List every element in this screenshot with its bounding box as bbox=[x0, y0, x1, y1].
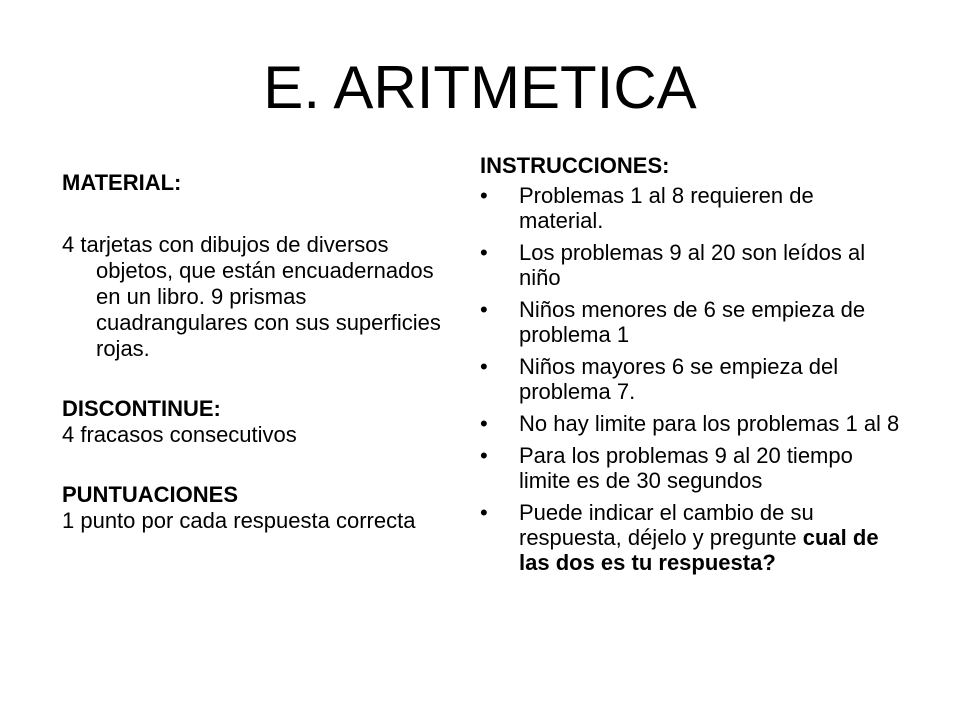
bullet-icon: • bbox=[480, 500, 488, 525]
material-heading: MATERIAL: bbox=[62, 170, 182, 195]
bullet-icon: • bbox=[480, 443, 488, 468]
bullet-icon: • bbox=[480, 411, 488, 436]
material-text: 4 tarjetas con dibujos de diversos objetos, que están encuadernados en un libro. 9 prismas cuadrangulares con sus superficies rojas. bbox=[62, 232, 441, 361]
bullet-icon: • bbox=[480, 354, 488, 379]
list-item-text-bold: cual de las dos es tu respuesta? bbox=[519, 525, 879, 575]
list-item bbox=[480, 240, 900, 290]
list-item-text bbox=[519, 500, 879, 575]
list-item bbox=[480, 297, 900, 347]
instrucciones-list bbox=[480, 183, 900, 575]
list-item-text: Para los problemas 9 al 20 tiempo limite es de 30 segundos bbox=[519, 443, 853, 493]
list-item bbox=[480, 443, 900, 493]
puntuaciones-text: 1 punto por cada respuesta correcta bbox=[62, 508, 416, 533]
list-item bbox=[480, 183, 900, 233]
slide-title: E. ARITMETICA bbox=[263, 54, 697, 121]
left-column bbox=[62, 170, 462, 534]
instrucciones-heading: INSTRUCCIONES: bbox=[480, 153, 670, 178]
right-column bbox=[480, 153, 900, 582]
bullet-icon: • bbox=[480, 240, 488, 265]
discontinue-heading: DISCONTINUE: bbox=[62, 396, 221, 421]
list-item bbox=[480, 500, 900, 575]
list-item-text: Niños menores de 6 se empieza de problema 1 bbox=[519, 297, 866, 347]
bullet-icon: • bbox=[480, 297, 488, 322]
list-item-text-regular: Puede indicar el cambio de su respuesta, déjelo y pregunte bbox=[519, 500, 814, 550]
spacer bbox=[62, 448, 462, 482]
puntuaciones-heading: PUNTUACIONES bbox=[62, 482, 239, 507]
list-item-text: No hay limite para los problemas 1 al 8 bbox=[519, 411, 900, 436]
list-item-text: Los problemas 9 al 20 son leídos al niño bbox=[519, 240, 866, 290]
spacer bbox=[62, 196, 462, 232]
spacer bbox=[62, 362, 462, 396]
discontinue-text: 4 fracasos consecutivos bbox=[62, 422, 297, 447]
list-item-text: Problemas 1 al 8 requieren de material. bbox=[519, 183, 814, 233]
bullet-icon: • bbox=[480, 183, 488, 208]
list-item bbox=[480, 354, 900, 404]
list-item-text: Niños mayores 6 se empieza del problema 7. bbox=[519, 354, 839, 404]
list-item bbox=[480, 411, 900, 436]
